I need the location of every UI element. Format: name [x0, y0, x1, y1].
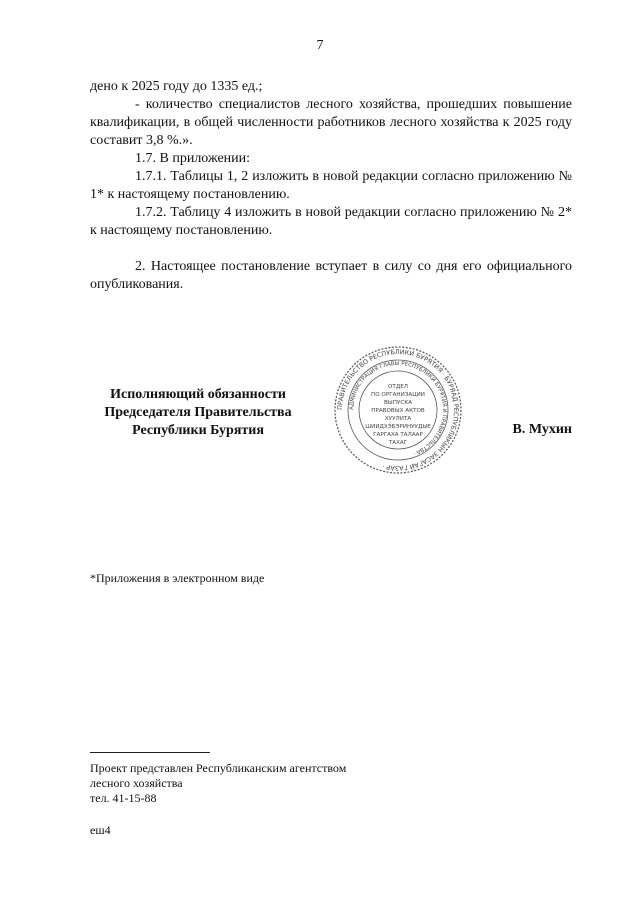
- paragraph-2: 2. Настоящее постановление вступает в силу со дня его официального опубликования.: [90, 259, 572, 292]
- author-phone: тел. 41-15-88: [90, 791, 157, 805]
- signer-name: В. Мухин: [512, 422, 572, 437]
- paragraph-continuation: дено к 2025 году до 1335 ед.;: [90, 79, 263, 94]
- appendix-footnote: *Приложения в электронном виде: [90, 571, 265, 585]
- stamp-center-line: ПО ОРГАНИЗАЦИИ: [371, 392, 425, 398]
- paragraph-gap: [90, 240, 572, 258]
- page-number: 7: [316, 38, 324, 53]
- author-note-line-2: лесного хозяйства: [90, 776, 183, 790]
- signatory-line-1: Исполняющий обязанности: [110, 387, 286, 402]
- paragraph-1-7-1: 1.7.1. Таблицы 1, 2 изложить в новой редакции согласно приложению № 1* к настоящему постановлению.: [90, 169, 572, 202]
- stamp-center-line: ХУУЛИТА: [384, 416, 412, 422]
- stamp-center-line: ГАРГАХА ТАЛААР: [373, 432, 423, 438]
- paragraph-1-7: 1.7. В приложении:: [135, 151, 251, 166]
- stamp-center-line: ВЫПУСКА: [383, 400, 413, 406]
- stamp-center-line: ОТДЕЛ: [388, 384, 408, 390]
- stamp-center-text: [365, 384, 431, 446]
- author-note: [90, 761, 346, 806]
- official-stamp: [334, 346, 462, 474]
- document-body: [90, 78, 572, 294]
- signatory-line-2: Председателя Правительства: [104, 405, 292, 420]
- stamp-inner-text: АДМИНИСТРАЦИЯ ГЛАВЫ РЕСПУБЛИКИ БУРЯТИЯ И ПРАВИТЕЛЬСТВА ·: [348, 360, 448, 457]
- document-code: еш4: [90, 823, 111, 837]
- stamp-outer-text: ПРАВИТЕЛЬСТВО РЕСПУБЛИКИ БУРЯТИЯ · БУРЯАД РЕСПУБЛИКЫН ЗАСАГАЙ ГАЗАР ·: [335, 347, 461, 473]
- stamp-center-line: ПРАВОВЫХ АКТОВ: [371, 408, 425, 414]
- author-note-line-1: Проект представлен Республиканским агентством: [90, 761, 347, 775]
- paragraph-specialists: - количество специалистов лесного хозяйства, прошедших повышение квалификации, в общей численности работников лесного хозяйства к 2025 году составит 3,8 %.».: [90, 97, 572, 148]
- stamp-center-line: ТАХАГ: [388, 440, 408, 446]
- footnote-divider: [90, 752, 210, 753]
- signatory-title: [88, 386, 308, 440]
- signatory-line-3: Республики Бурятия: [132, 423, 264, 438]
- paragraph-1-7-2: 1.7.2. Таблицу 4 изложить в новой редакции согласно приложению № 2* к настоящему постановлению.: [90, 205, 572, 238]
- stamp-center-line: ШИИДХЭБЭРИНУУДЫЕ: [365, 424, 431, 430]
